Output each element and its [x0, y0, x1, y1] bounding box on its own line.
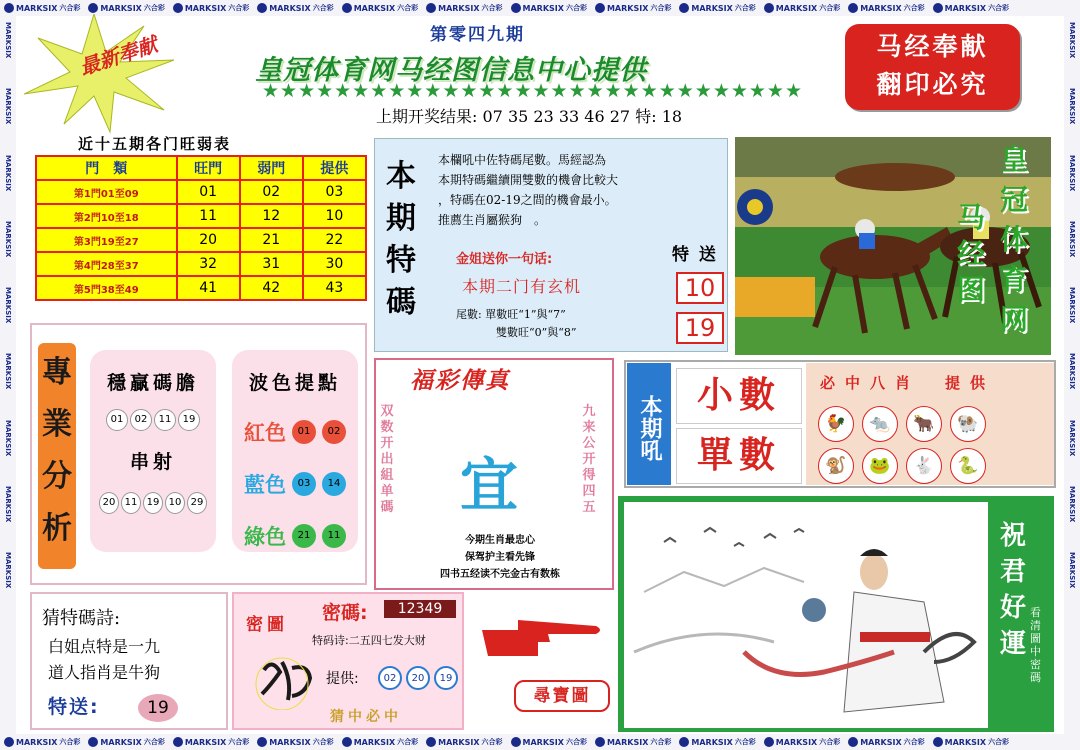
small-badge: 小數: [676, 368, 802, 424]
ball-icon: [595, 737, 605, 747]
table-row: [36, 204, 366, 228]
border-brand: [764, 737, 840, 747]
steady-numbers: [90, 407, 216, 431]
wave-ball: 14: [322, 472, 346, 496]
zodiac-animal-icon: 🐒: [818, 448, 854, 484]
secret-poem: 特码诗:二五四七发大财: [312, 634, 426, 647]
border-tag: 六合彩: [734, 738, 756, 746]
border-tag: 六合彩: [903, 4, 925, 12]
treasure-map-badge: 尋寶圖: [514, 680, 610, 712]
border-brand: [88, 3, 164, 13]
border-brand: [88, 737, 164, 747]
fortune-right-column: 九来公开得四五: [582, 404, 596, 515]
table-header: 門 類: [36, 156, 177, 180]
border-brand: [595, 3, 671, 13]
border-brand-vertical: MARKSIX: [4, 419, 12, 456]
border-brand-text: MARKSIX: [184, 737, 227, 747]
eight-zodiac-title: 必中八肖 提供: [820, 374, 996, 392]
border-brand: [679, 3, 755, 13]
border-brand-vertical: MARKSIX: [4, 88, 12, 125]
wave-ball: 01: [292, 420, 316, 444]
border-brand-text: MARKSIX: [944, 737, 987, 747]
ball-icon: [933, 3, 943, 13]
result-special: 18: [661, 107, 683, 126]
left-border: [0, 16, 16, 734]
border-brand-vertical: MARKSIX: [1068, 353, 1076, 390]
tail-even: 雙數旺“0”與“8”: [496, 326, 577, 339]
border-tag: 六合彩: [59, 738, 81, 746]
table-cell-weak: 21: [240, 228, 303, 252]
fortune-left-column: 双数开出組单碼: [380, 404, 394, 515]
border-tag: 六合彩: [734, 4, 756, 12]
issue-number: 第零四九期: [430, 25, 525, 45]
ball-icon: [511, 3, 521, 13]
wish-title: 祝君好運: [1000, 521, 1027, 659]
pointing-hand-icon: [478, 612, 608, 664]
ball-icon: [511, 737, 521, 747]
table-cell-hot: 32: [177, 252, 240, 276]
table-cell-weak: 12: [240, 204, 303, 228]
steady-title: 穩贏碼膽: [106, 372, 199, 394]
border-brand-text: MARKSIX: [944, 3, 987, 13]
zodiac-animal-icon: 🐓: [818, 406, 854, 442]
border-tag: 六合彩: [397, 738, 419, 746]
star-divider: ★★★★★★★★★★★★★★★★★★★★★★★★★★★★★★: [262, 80, 803, 102]
special-text-line: ，特碼在02-19之間的機會最小。: [438, 193, 617, 207]
copyright-badge: [845, 24, 1020, 110]
border-brand: [933, 3, 1009, 13]
newest-badge: 最新奉献: [76, 32, 161, 80]
table-cell-hot: 41: [177, 276, 240, 300]
border-brand-vertical: MARKSIX: [1068, 419, 1076, 456]
secret-footer: 猜中必中: [330, 709, 402, 725]
tail-odd: 單數旺“1”與“7”: [485, 308, 566, 321]
wave-color-name: 紅色: [244, 420, 286, 445]
border-brand-vertical: MARKSIX: [4, 154, 12, 191]
result-numbers: 07 35 23 33 46 27: [482, 107, 631, 126]
border-tag: 六合彩: [312, 4, 334, 12]
wave-row: [232, 521, 358, 551]
border-brand: [4, 3, 80, 13]
wave-color-name: 綠色: [244, 524, 286, 549]
poem-line: 白姐点特是一九: [48, 637, 161, 656]
border-brand: [511, 737, 587, 747]
border-brand: [679, 737, 755, 747]
poem-line: 道人指肖是牛狗: [48, 663, 161, 682]
border-brand-vertical: MARKSIX: [1068, 88, 1076, 125]
zodiac-animal-icon: 🐸: [862, 448, 898, 484]
photo-side-title: 皇冠体育网: [1000, 143, 1029, 336]
border-tag: 六合彩: [143, 738, 165, 746]
border-brand: [595, 737, 671, 747]
special-text-line: 本期特碼繼續開雙數的機會比較大: [438, 173, 619, 187]
border-brand: [426, 3, 502, 13]
border-brand-vertical: MARKSIX: [1068, 485, 1076, 522]
border-brand: [173, 737, 249, 747]
steady-number: 11: [154, 409, 176, 431]
wave-panel: [232, 350, 358, 552]
ball-icon: [88, 3, 98, 13]
ball-icon: [764, 3, 774, 13]
ball-icon: [257, 3, 267, 13]
zodiac-animal-icon: 🐀: [862, 406, 898, 442]
copyright-line1: 马经奉献: [876, 32, 989, 61]
fortune-lines: [400, 532, 600, 583]
table-row: [36, 180, 366, 204]
bottom-border: [0, 734, 1080, 750]
ball-icon: [595, 3, 605, 13]
border-tag: 六合彩: [312, 738, 334, 746]
ball-icon: [679, 737, 689, 747]
shot-number: 11: [121, 492, 141, 514]
border-brand: [4, 737, 80, 747]
ball-icon: [4, 737, 14, 747]
border-tag: 六合彩: [143, 4, 165, 12]
last-result: [376, 104, 682, 127]
border-brand-text: MARKSIX: [606, 3, 649, 13]
offer-number: 20: [406, 666, 430, 690]
border-tag: 六合彩: [481, 738, 503, 746]
special-text: [438, 150, 723, 230]
border-brand-text: MARKSIX: [16, 737, 58, 747]
ball-icon: [933, 737, 943, 747]
page-title: 皇冠体育网马经图信息中心提供: [255, 55, 647, 86]
ball-icon: [342, 3, 352, 13]
table-row: [36, 228, 366, 252]
border-brand: [764, 3, 840, 13]
border-brand-text: MARKSIX: [100, 3, 142, 13]
ink-painting-scholar: [624, 502, 988, 728]
wish-subtitle: 看清圖中密碼: [1030, 606, 1041, 684]
border-tag: 六合彩: [228, 4, 250, 12]
wave-row: [232, 469, 358, 499]
photo-side-title: 马经图: [957, 201, 986, 306]
table-cell-label: 第2門10至18: [36, 204, 177, 228]
border-brand: [848, 737, 924, 747]
table-cell-weak: 02: [240, 180, 303, 204]
ball-icon: [257, 737, 267, 747]
steady-number: 01: [106, 409, 128, 431]
table-header: 弱門: [240, 156, 303, 180]
border-brand-vertical: MARKSIX: [1068, 552, 1076, 589]
border-brand-vertical: MARKSIX: [1068, 154, 1076, 191]
secret-offer-numbers: [376, 666, 460, 690]
ball-icon: [679, 3, 689, 13]
border-brand-vertical: MARKSIX: [1068, 22, 1076, 59]
fortune-banner: 福彩傳真: [410, 368, 510, 394]
table-header: 旺門: [177, 156, 240, 180]
offer-number: 02: [378, 666, 402, 690]
shot-numbers: [90, 490, 216, 514]
border-brand-text: MARKSIX: [860, 3, 902, 13]
border-brand-vertical: MARKSIX: [4, 220, 12, 257]
table-cell-offer: 10: [303, 204, 366, 228]
table-cell-offer: 22: [303, 228, 366, 252]
hot-weak-table: [35, 155, 367, 301]
border-brand-text: MARKSIX: [860, 737, 902, 747]
border-tag: 六合彩: [481, 4, 503, 12]
border-brand-text: MARKSIX: [522, 3, 564, 13]
right-border: [1064, 16, 1080, 734]
border-tag: 六合彩: [59, 4, 81, 12]
table-cell-label: 第4門28至37: [36, 252, 177, 276]
fortune-line: 保驾护主看先锋: [465, 552, 535, 563]
password-value: 12349: [384, 600, 456, 618]
odd-badge: 單數: [676, 428, 802, 484]
fortune-line: 今期生肖最忠心: [465, 535, 535, 546]
border-tag: 六合彩: [397, 4, 419, 12]
zodiac-animal-icon: 🐂: [906, 406, 942, 442]
fortune-center-glyph: 宜: [460, 451, 519, 519]
wave-color-name: 藍色: [244, 472, 286, 497]
border-tag: 六合彩: [819, 4, 841, 12]
border-brand-text: MARKSIX: [691, 3, 733, 13]
table-title: 近十五期各门旺弱表: [78, 135, 232, 153]
gold-sentence: 本期二门有玄机: [462, 277, 582, 296]
special-title: 本期特碼: [386, 159, 416, 320]
border-brand-vertical: MARKSIX: [1068, 220, 1076, 257]
password-label: 密碼:: [322, 602, 368, 624]
border-brand-text: MARKSIX: [691, 737, 733, 747]
ball-icon: [426, 3, 436, 13]
border-brand: [426, 737, 502, 747]
border-brand-vertical: MARKSIX: [4, 552, 12, 589]
special-send-number: 19: [676, 312, 724, 344]
table-cell-weak: 31: [240, 252, 303, 276]
table-row: [36, 276, 366, 300]
table-cell-hot: 11: [177, 204, 240, 228]
wave-row: [232, 417, 358, 447]
border-brand-vertical: MARKSIX: [4, 287, 12, 324]
special-send-number: 10: [676, 272, 724, 304]
border-brand: [933, 737, 1009, 747]
special-text-line: 推薦生肖屬猴狗 。: [438, 213, 547, 227]
secret-offer-label: 提供:: [326, 671, 359, 687]
ball-icon: [342, 737, 352, 747]
border-tag: 六合彩: [228, 738, 250, 746]
border-brand-text: MARKSIX: [184, 3, 227, 13]
table-cell-hot: 01: [177, 180, 240, 204]
border-brand: [342, 3, 418, 13]
secret-label: 密圖: [246, 615, 288, 635]
fortune-line: 四书五经读不完金古有数栋: [440, 569, 560, 580]
table-cell-label: 第1門01至09: [36, 180, 177, 204]
shot-number: 29: [187, 492, 207, 514]
border-tag: 六合彩: [565, 4, 587, 12]
ball-icon: [4, 3, 14, 13]
border-brand: [511, 3, 587, 13]
steady-number: 02: [130, 409, 152, 431]
border-brand-text: MARKSIX: [775, 737, 818, 747]
poem-send-number: 19: [138, 694, 178, 722]
wave-ball: 03: [292, 472, 316, 496]
shot-number: 19: [143, 492, 163, 514]
ball-icon: [426, 737, 436, 747]
ball-icon: [173, 3, 183, 13]
handwritten-glyph: [252, 650, 322, 710]
border-tag: 六合彩: [903, 738, 925, 746]
border-tag: 六合彩: [650, 738, 672, 746]
wave-rows: [232, 417, 358, 551]
border-tag: 六合彩: [988, 738, 1010, 746]
border-tag: 六合彩: [565, 738, 587, 746]
border-brand-text: MARKSIX: [353, 737, 396, 747]
border-brand-text: MARKSIX: [438, 737, 480, 747]
ball-icon: [173, 737, 183, 747]
border-brand-text: MARKSIX: [16, 3, 58, 13]
poem-title: 猜特碼詩:: [42, 608, 121, 629]
tail-numbers: [456, 306, 577, 342]
table-cell-offer: 03: [303, 180, 366, 204]
border-brand-text: MARKSIX: [775, 3, 818, 13]
shot-number: 10: [165, 492, 185, 514]
border-tag: 六合彩: [988, 4, 1010, 12]
border-brand-text: MARKSIX: [353, 3, 396, 13]
steady-number: 19: [178, 409, 200, 431]
special-text-line: 本欄吼中佐特碼尾數。馬經認為: [438, 153, 607, 167]
border-tag: 六合彩: [650, 4, 672, 12]
border-brand-text: MARKSIX: [269, 737, 311, 747]
shot-number: 20: [99, 492, 119, 514]
table-header: 提供: [303, 156, 366, 180]
wave-ball: 11: [322, 524, 346, 548]
table-row: [36, 252, 366, 276]
table-cell-offer: 43: [303, 276, 366, 300]
table-cell-label: 第3門19至27: [36, 228, 177, 252]
ball-icon: [88, 737, 98, 747]
wave-ball: 21: [292, 524, 316, 548]
zodiac-animal-icon: 🐇: [906, 448, 942, 484]
shot-title: 串射: [129, 451, 176, 473]
border-brand-text: MARKSIX: [438, 3, 480, 13]
table-cell-hot: 20: [177, 228, 240, 252]
result-label: 上期开奖结果:: [376, 107, 478, 126]
border-tag: 六合彩: [819, 738, 841, 746]
table-cell-label: 第5門38至49: [36, 276, 177, 300]
border-brand-text: MARKSIX: [100, 737, 142, 747]
steady-panel: [90, 350, 216, 552]
table-cell-offer: 30: [303, 252, 366, 276]
wave-ball: 02: [322, 420, 346, 444]
offer-number: 19: [434, 666, 458, 690]
border-brand-vertical: MARKSIX: [4, 485, 12, 522]
border-brand: [257, 3, 333, 13]
zodiac-animals: [814, 400, 1052, 484]
special-send-label: 特 送: [672, 245, 718, 265]
border-brand-text: MARKSIX: [269, 3, 311, 13]
table-cell-weak: 42: [240, 276, 303, 300]
tail-label: 尾數:: [456, 308, 482, 321]
ball-icon: [848, 3, 858, 13]
border-brand: [342, 737, 418, 747]
border-brand-text: MARKSIX: [522, 737, 564, 747]
star-burst-icon: [24, 14, 234, 134]
ball-icon: [764, 737, 774, 747]
analysis-side-label: 專業分析: [38, 343, 76, 569]
wave-title: 波色提點: [248, 372, 341, 394]
zodiac-animal-icon: 🐏: [950, 406, 986, 442]
border-brand-vertical: MARKSIX: [4, 22, 12, 59]
border-brand: [173, 3, 249, 13]
result-special-label: 特:: [635, 107, 657, 126]
small-odd-side-label: 本期吼: [627, 363, 671, 485]
copyright-line2: 翻印必究: [876, 70, 989, 99]
ball-icon: [848, 737, 858, 747]
poem-send-label: 特送:: [48, 696, 100, 718]
border-brand: [257, 737, 333, 747]
zodiac-animal-icon: 🐍: [950, 448, 986, 484]
border-brand-vertical: MARKSIX: [1068, 287, 1076, 324]
border-brand: [848, 3, 924, 13]
border-brand-vertical: MARKSIX: [4, 353, 12, 390]
border-brand-text: MARKSIX: [606, 737, 649, 747]
gold-label: 金姐送你一句话:: [456, 252, 553, 267]
